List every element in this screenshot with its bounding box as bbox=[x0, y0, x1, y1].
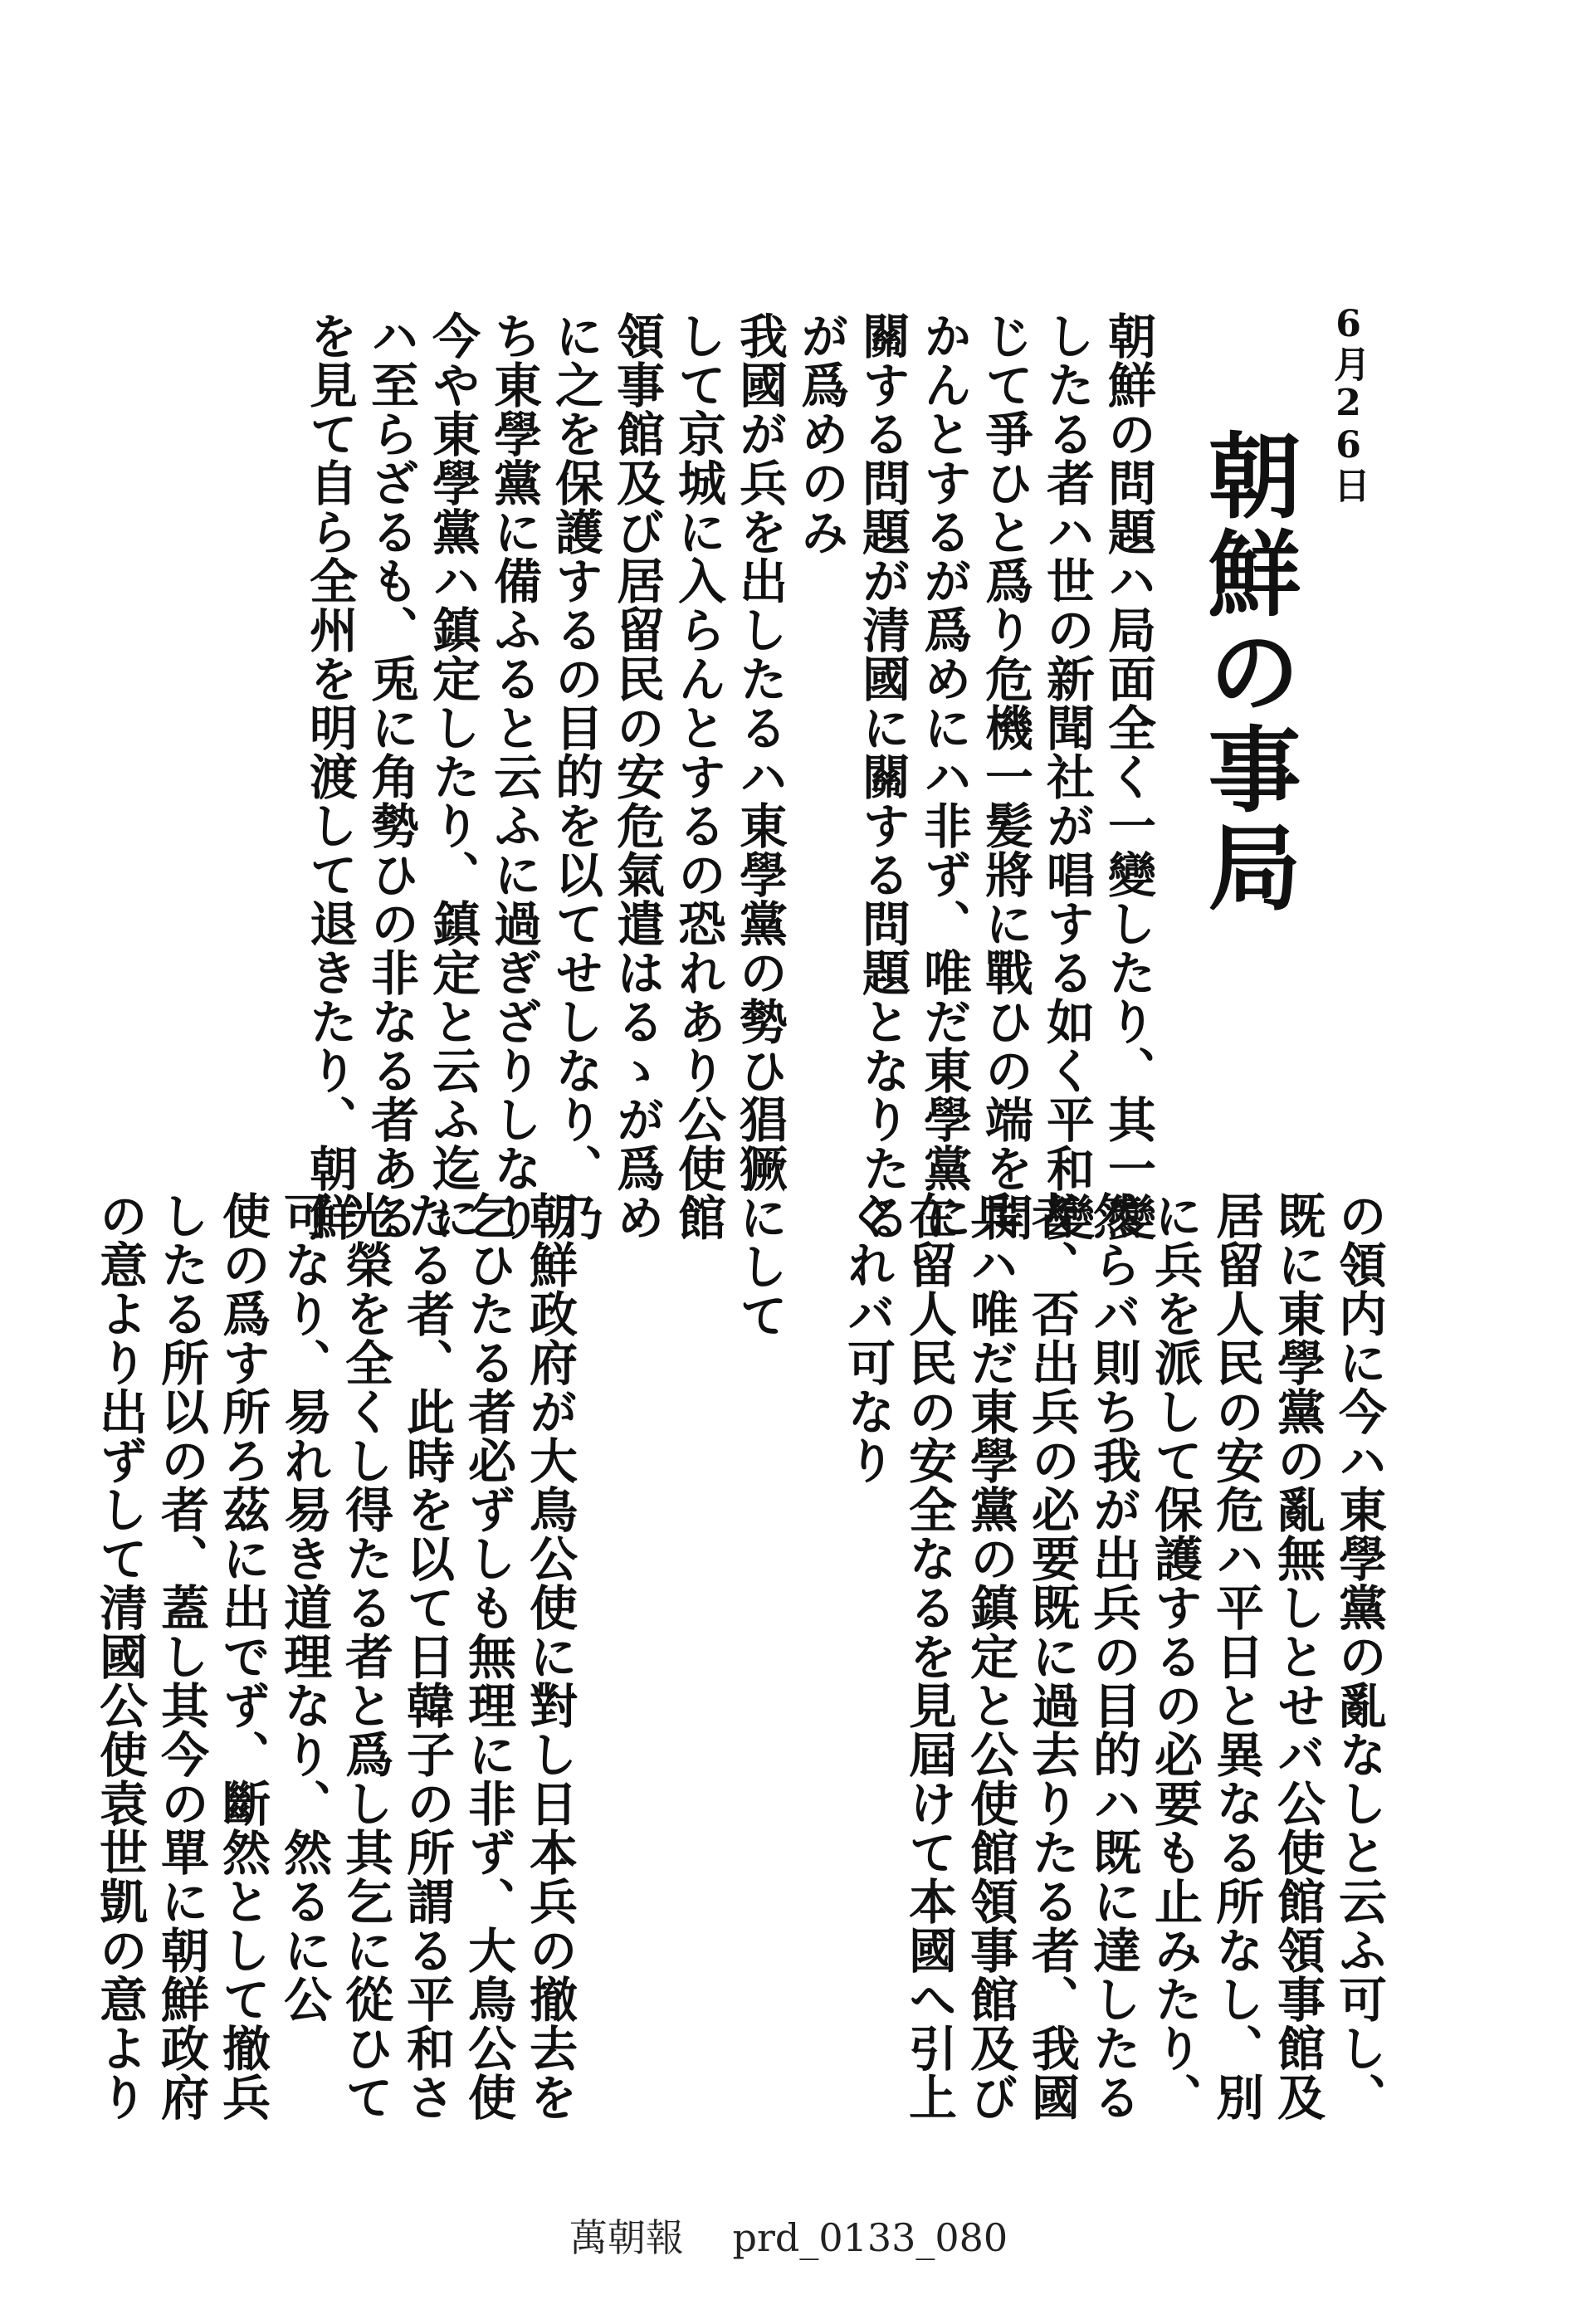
text-column: 乞ひたる者必ずしも無理に非ず、大鳥公使 bbox=[460, 1191, 516, 2121]
text-column: 可なり、易れ易き道理なり、然るに公 bbox=[276, 1191, 332, 2024]
text-column: ち東學黨に備ふると云ふに過ぎざりしなり bbox=[486, 311, 542, 1242]
text-column: の領内に今ハ東學黨の亂なしと云ふ可し、 bbox=[1330, 1191, 1387, 2121]
text-column: 既に東學黨の亂無しとせバ公使館領事館及 bbox=[1269, 1191, 1326, 2121]
text-column: 光榮を全くし得たる者と爲し其乞に從ひて bbox=[337, 1191, 393, 2121]
text-column: ハ至らざるも、兎に角勢ひの非なる者ある bbox=[363, 311, 419, 1242]
text-column: 朝鮮政府が大鳥公使に對し日本兵の撤去を bbox=[521, 1191, 578, 2121]
text-column: 關する問題が清國に關する問題となりたる bbox=[854, 311, 911, 1242]
text-column: かんとするが爲めにハ非ず、唯だ東學黨に bbox=[915, 311, 972, 1242]
text-column: 者、否出兵の必要既に過去りたる者、我國 bbox=[1023, 1191, 1080, 2121]
text-column: 然らバ則ち我が出兵の目的ハ既に達したる bbox=[1085, 1191, 1141, 2121]
text-column: 今や東學黨ハ鎮定したり、鎮定と云ふ迄に bbox=[424, 311, 481, 1242]
page-footer bbox=[0, 2208, 1577, 2263]
text-column: に之を保護するの目的を以てせしなり、乃 bbox=[547, 311, 603, 1242]
text-column: 居留人民の安危ハ平日と異なる所なし、別 bbox=[1208, 1191, 1264, 2121]
text-column: 領事館及び居留民の安危氣遣はるゝが爲め bbox=[608, 311, 665, 1242]
text-column: 兵ハ唯だ東學黨の鎮定と公使館領事館及び bbox=[962, 1191, 1018, 2121]
text-column: の意より出ずして清國公使袁世凱の意より bbox=[91, 1191, 148, 2121]
text-block-lower-left bbox=[91, 1191, 578, 2121]
text-column: に兵を派して保護するの必要も止みたり、 bbox=[1146, 1191, 1203, 2121]
footer-code: prd_0133_080 bbox=[732, 2215, 1008, 2260]
text-column: 我國が兵を出したるハ東學黨の勢ひ猖獗にして bbox=[731, 311, 788, 1340]
text-column: して京城に入らんとするの恐れあり公使館 bbox=[670, 311, 726, 1242]
footer-source: 萬朝報 bbox=[569, 2215, 684, 2260]
text-column: を見て自ら全州を明渡して退きたり、朝鮮 bbox=[301, 311, 358, 1242]
text-column: ぐれバ可なり bbox=[839, 1191, 896, 1485]
text-column: じて爭ひと爲り危機一髪將に戰ひの端を開 bbox=[977, 311, 1033, 1242]
text-column: したる所以の者、蓋し其今の單に朝鮮政府 bbox=[153, 1191, 209, 2121]
text-block-lower-right bbox=[839, 1191, 1387, 2121]
text-column: したる者ハ世の新聞社が唱する如く平和變 bbox=[1038, 311, 1095, 1242]
article-headline: 朝鮮の事局 bbox=[1193, 427, 1301, 917]
text-column: が爲めのみ bbox=[793, 311, 849, 556]
text-column: 使の爲す所ろ茲に出でず、斷然として撤兵 bbox=[214, 1191, 271, 2121]
text-column: たる者、此時を以て日韓子の所謂る平和さ bbox=[398, 1191, 455, 2121]
article-date: 6月26日 bbox=[1327, 303, 1370, 503]
text-column: 朝鮮の問題ハ局面全く一變したり、其一變 bbox=[1100, 311, 1156, 1242]
text-column: 在留人民の安全なるを見屆けて本國へ引上 bbox=[901, 1191, 957, 2121]
